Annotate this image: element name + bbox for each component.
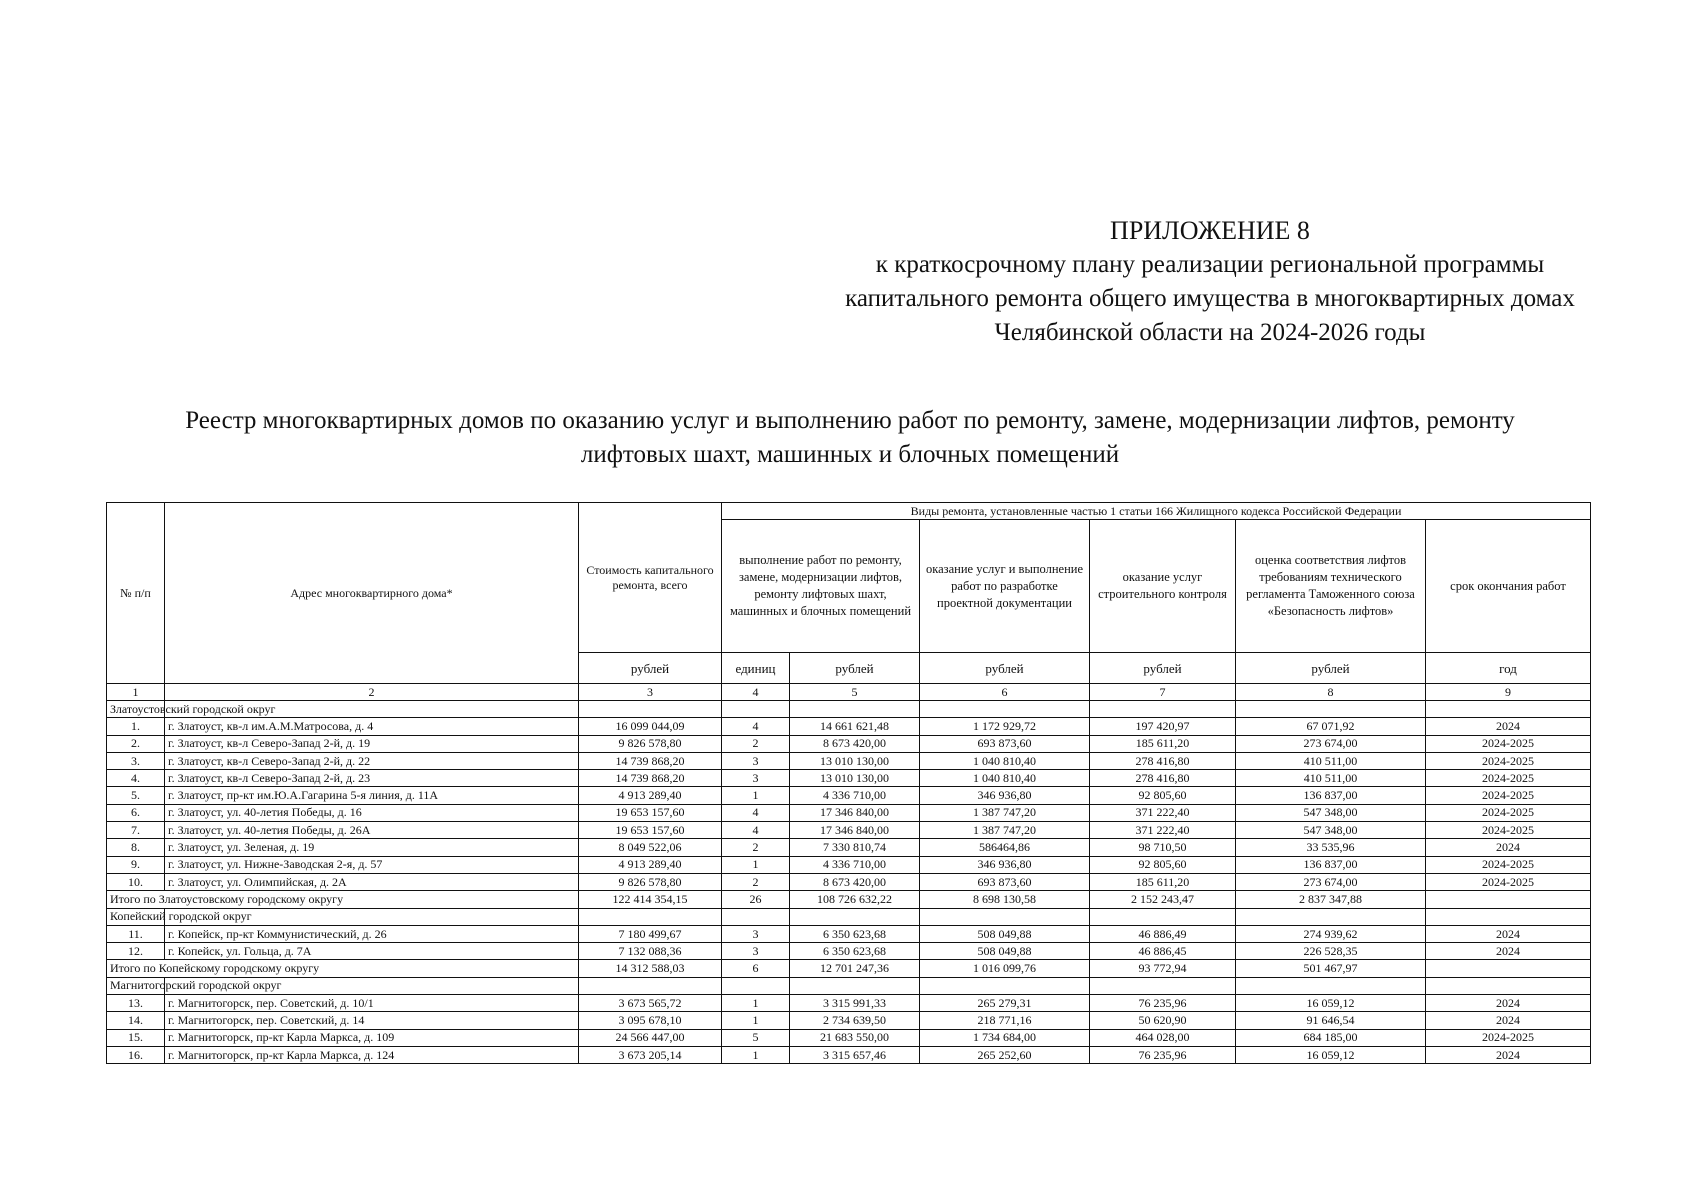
unit-cell: год: [1426, 653, 1591, 684]
total-row: [107, 891, 1591, 908]
total-cost-cell: 9 826 578,80: [579, 735, 722, 752]
lift-works-cost-cell: 7 330 810,74: [790, 839, 920, 856]
lift-works-cost-cell: 4 336 710,00: [790, 856, 920, 873]
empty-cell: [722, 701, 790, 718]
empty-cell: [1236, 701, 1426, 718]
table-row: [107, 770, 1591, 787]
row-number-cell: 14.: [107, 1012, 165, 1029]
conformity-cost-cell: 274 939,62: [1236, 925, 1426, 942]
lift-works-cost-cell: 6 350 623,68: [790, 925, 920, 942]
design-docs-cost-cell: 265 252,60: [920, 1046, 1090, 1063]
table-row: [107, 804, 1591, 821]
address-cell: г. Златоуст, ул. Олимпийская, д. 2А: [165, 873, 579, 890]
header-deadline: срок окончания работ: [1426, 520, 1591, 653]
lift-count-cell: 1: [722, 995, 790, 1012]
construction-control-cost-cell: 92 805,60: [1090, 856, 1236, 873]
total-design-docs-cost: 8 698 130,58: [920, 891, 1090, 908]
empty-cell: [790, 908, 920, 925]
construction-control-cost-cell: 371 222,40: [1090, 822, 1236, 839]
total-lift-count: 26: [722, 891, 790, 908]
table-row: [107, 856, 1591, 873]
deadline-cell: 2024: [1426, 718, 1591, 735]
empty-cell: [1090, 908, 1236, 925]
lift-works-cost-cell: 4 336 710,00: [790, 787, 920, 804]
lift-count-cell: 3: [722, 925, 790, 942]
table-row: [107, 943, 1591, 960]
lift-count-cell: 2: [722, 839, 790, 856]
conformity-cost-cell: 273 674,00: [1236, 735, 1426, 752]
column-number: 8: [1236, 684, 1426, 701]
design-docs-cost-cell: 1 734 684,00: [920, 1029, 1090, 1046]
construction-control-cost-cell: 92 805,60: [1090, 787, 1236, 804]
design-docs-cost-cell: 218 771,16: [920, 1012, 1090, 1029]
section-label: Златоустовский городской округ: [107, 701, 165, 718]
header-construction-control: оказание услуг строительного контроля: [1090, 520, 1236, 653]
deadline-cell: 2024-2025: [1426, 1029, 1591, 1046]
lift-count-cell: 1: [722, 856, 790, 873]
table-row: [107, 787, 1591, 804]
registry-table: [106, 502, 1591, 1064]
total-cost-cell: 3 673 565,72: [579, 995, 722, 1012]
table-row: [107, 839, 1591, 856]
construction-control-cost-cell: 371 222,40: [1090, 804, 1236, 821]
lift-count-cell: 3: [722, 943, 790, 960]
lift-count-cell: 4: [722, 804, 790, 821]
total-cost-cell: 19 653 157,60: [579, 804, 722, 821]
column-number: 6: [920, 684, 1090, 701]
conformity-cost-cell: 91 646,54: [1236, 1012, 1426, 1029]
total-cost-cell: 8 049 522,06: [579, 839, 722, 856]
unit-cell: рублей: [1090, 653, 1236, 684]
total-cost-cell: 24 566 447,00: [579, 1029, 722, 1046]
table-row: [107, 822, 1591, 839]
deadline-cell: 2024-2025: [1426, 804, 1591, 821]
column-number: 9: [1426, 684, 1591, 701]
address-cell: г. Златоуст, ул. 40-летия Победы, д. 26А: [165, 822, 579, 839]
unit-cell: единиц: [722, 653, 790, 684]
lift-works-cost-cell: 14 661 621,48: [790, 718, 920, 735]
total-cost-cell: 14 739 868,20: [579, 752, 722, 769]
lift-works-cost-cell: 3 315 657,46: [790, 1046, 920, 1063]
construction-control-cost-cell: 185 611,20: [1090, 735, 1236, 752]
deadline-cell: 2024: [1426, 1046, 1591, 1063]
table-row: [107, 1046, 1591, 1063]
address-cell: г. Копейск, ул. Гольца, д. 7А: [165, 943, 579, 960]
conformity-cost-cell: 547 348,00: [1236, 822, 1426, 839]
empty-cell: [920, 977, 1090, 994]
total-conformity-cost: 2 837 347,88: [1236, 891, 1426, 908]
deadline-cell: 2024-2025: [1426, 787, 1591, 804]
deadline-cell: 2024: [1426, 995, 1591, 1012]
total-total-cost: 14 312 588,03: [579, 960, 722, 977]
row-number-cell: 9.: [107, 856, 165, 873]
empty-cell: [722, 908, 790, 925]
header-design-docs: оказание услуг и выполнение работ по разработке проектной документации: [920, 520, 1090, 653]
empty-cell: [790, 701, 920, 718]
conformity-cost-cell: 136 837,00: [1236, 787, 1426, 804]
design-docs-cost-cell: 693 873,60: [920, 735, 1090, 752]
lift-works-cost-cell: 17 346 840,00: [790, 804, 920, 821]
conformity-cost-cell: 273 674,00: [1236, 873, 1426, 890]
deadline-cell: 2024: [1426, 925, 1591, 942]
address-cell: г. Копейск, пр-кт Коммунистический, д. 26: [165, 925, 579, 942]
deadline-cell: 2024-2025: [1426, 735, 1591, 752]
empty-cell: [579, 701, 722, 718]
construction-control-cost-cell: 46 886,49: [1090, 925, 1236, 942]
total-cost-cell: 3 095 678,10: [579, 1012, 722, 1029]
total-cost-cell: 4 913 289,40: [579, 856, 722, 873]
lift-count-cell: 1: [722, 1012, 790, 1029]
conformity-cost-cell: 136 837,00: [1236, 856, 1426, 873]
total-construction-control-cost: 2 152 243,47: [1090, 891, 1236, 908]
empty-cell: [920, 908, 1090, 925]
header-total-cost: Стоимость капитального ремонта, всего: [579, 503, 722, 653]
address-cell: г. Златоуст, кв-л Северо-Запад 2-й, д. 19: [165, 735, 579, 752]
deadline-cell: 2024: [1426, 1012, 1591, 1029]
row-number-cell: 11.: [107, 925, 165, 942]
header-conformity: оценка соответствия лифтов требованиям технического регламента Таможенного союза «Безопасность лифтов»: [1236, 520, 1426, 653]
unit-cell: рублей: [1236, 653, 1426, 684]
total-lift-count: 6: [722, 960, 790, 977]
design-docs-cost-cell: 346 936,80: [920, 856, 1090, 873]
lift-works-cost-cell: 8 673 420,00: [790, 735, 920, 752]
row-number-cell: 6.: [107, 804, 165, 821]
empty-cell: [722, 977, 790, 994]
conformity-cost-cell: 33 535,96: [1236, 839, 1426, 856]
conformity-cost-cell: 547 348,00: [1236, 804, 1426, 821]
design-docs-cost-cell: 693 873,60: [920, 873, 1090, 890]
address-cell: г. Магнитогорск, пер. Советский, д. 10/1: [165, 995, 579, 1012]
column-number: 7: [1090, 684, 1236, 701]
row-number-cell: 13.: [107, 995, 165, 1012]
column-number: 5: [790, 684, 920, 701]
total-cost-cell: 16 099 044,09: [579, 718, 722, 735]
section-row: [107, 908, 1591, 925]
lift-works-cost-cell: 17 346 840,00: [790, 822, 920, 839]
total-construction-control-cost: 93 772,94: [1090, 960, 1236, 977]
design-docs-cost-cell: 508 049,88: [920, 943, 1090, 960]
design-docs-cost-cell: 1 387 747,20: [920, 804, 1090, 821]
total-cost-cell: 7 180 499,67: [579, 925, 722, 942]
row-number-cell: 16.: [107, 1046, 165, 1063]
conformity-cost-cell: 684 185,00: [1236, 1029, 1426, 1046]
empty-cell: [1236, 977, 1426, 994]
construction-control-cost-cell: 76 235,96: [1090, 995, 1236, 1012]
conformity-cost-cell: 410 511,00: [1236, 752, 1426, 769]
deadline-cell: 2024-2025: [1426, 752, 1591, 769]
empty-cell: [1426, 701, 1591, 718]
table-body: [107, 701, 1591, 1064]
lift-works-cost-cell: 3 315 991,33: [790, 995, 920, 1012]
table-row: [107, 925, 1591, 942]
deadline-cell: 2024: [1426, 943, 1591, 960]
lift-works-cost-cell: 6 350 623,68: [790, 943, 920, 960]
empty-cell: [790, 977, 920, 994]
header-lift-works: выполнение работ по ремонту, замене, модернизации лифтов, ремонту лифтовых шахт, машинных и блочных помещений: [722, 520, 920, 653]
construction-control-cost-cell: 98 710,50: [1090, 839, 1236, 856]
design-docs-cost-cell: 508 049,88: [920, 925, 1090, 942]
total-row: [107, 960, 1591, 977]
total-label: Итого по Копейскому городскому округу: [107, 960, 579, 977]
construction-control-cost-cell: 50 620,90: [1090, 1012, 1236, 1029]
table-row: [107, 752, 1591, 769]
design-docs-cost-cell: 586464,86: [920, 839, 1090, 856]
conformity-cost-cell: 16 059,12: [1236, 1046, 1426, 1063]
total-conformity-cost: 501 467,97: [1236, 960, 1426, 977]
lift-count-cell: 2: [722, 873, 790, 890]
unit-cell: рублей: [790, 653, 920, 684]
total-deadline: [1426, 960, 1591, 977]
address-cell: г. Магнитогорск, пр-кт Карла Маркса, д. 109: [165, 1029, 579, 1046]
total-lift-works-cost: 108 726 632,22: [790, 891, 920, 908]
lift-works-cost-cell: 21 683 550,00: [790, 1029, 920, 1046]
lift-count-cell: 3: [722, 770, 790, 787]
section-row: [107, 977, 1591, 994]
lift-works-cost-cell: 8 673 420,00: [790, 873, 920, 890]
conformity-cost-cell: 67 071,92: [1236, 718, 1426, 735]
empty-cell: [579, 908, 722, 925]
lift-count-cell: 1: [722, 787, 790, 804]
construction-control-cost-cell: 464 028,00: [1090, 1029, 1236, 1046]
unit-cell: рублей: [920, 653, 1090, 684]
row-number-cell: 4.: [107, 770, 165, 787]
appendix-line: капитального ремонта общего имущества в многоквартирных домах: [845, 285, 1575, 312]
empty-cell: [1090, 977, 1236, 994]
conformity-cost-cell: 410 511,00: [1236, 770, 1426, 787]
deadline-cell: 2024-2025: [1426, 822, 1591, 839]
document-title: [110, 404, 1590, 472]
empty-cell: [1090, 701, 1236, 718]
lift-works-cost-cell: 13 010 130,00: [790, 752, 920, 769]
construction-control-cost-cell: 46 886,45: [1090, 943, 1236, 960]
lift-works-cost-cell: 2 734 639,50: [790, 1012, 920, 1029]
total-deadline: [1426, 891, 1591, 908]
design-docs-cost-cell: 265 279,31: [920, 995, 1090, 1012]
deadline-cell: 2024-2025: [1426, 770, 1591, 787]
row-number-cell: 10.: [107, 873, 165, 890]
unit-cell: рублей: [579, 653, 722, 684]
total-cost-cell: 9 826 578,80: [579, 873, 722, 890]
column-number: 2: [165, 684, 579, 701]
row-number-cell: 1.: [107, 718, 165, 735]
conformity-cost-cell: 16 059,12: [1236, 995, 1426, 1012]
design-docs-cost-cell: 1 172 929,72: [920, 718, 1090, 735]
lift-count-cell: 4: [722, 822, 790, 839]
section-label: Копейский городской округ: [107, 908, 165, 925]
table-row: [107, 873, 1591, 890]
column-number: 1: [107, 684, 165, 701]
empty-cell: [579, 977, 722, 994]
address-cell: г. Магнитогорск, пер. Советский, д. 14: [165, 1012, 579, 1029]
design-docs-cost-cell: 1 040 810,40: [920, 770, 1090, 787]
document-title-line: Реестр многоквартирных домов по оказанию услуг и выполнению работ по ремонту, замене, модернизации лифтов, ремонту: [185, 407, 1515, 434]
deadline-cell: 2024: [1426, 839, 1591, 856]
row-number-cell: 5.: [107, 787, 165, 804]
table-row: [107, 1029, 1591, 1046]
lift-count-cell: 5: [722, 1029, 790, 1046]
table-row: [107, 735, 1591, 752]
design-docs-cost-cell: 346 936,80: [920, 787, 1090, 804]
total-cost-cell: 3 673 205,14: [579, 1046, 722, 1063]
empty-cell: [1236, 908, 1426, 925]
address-cell: г. Магнитогорск, пр-кт Карла Маркса, д. 124: [165, 1046, 579, 1063]
table-row: [107, 1012, 1591, 1029]
appendix-heading: ПРИЛОЖЕНИЕ 8: [1110, 216, 1310, 245]
row-number-cell: 3.: [107, 752, 165, 769]
document-title-line: лифтовых шахт, машинных и блочных помещений: [580, 441, 1120, 468]
construction-control-cost-cell: 278 416,80: [1090, 770, 1236, 787]
column-number: 3: [579, 684, 722, 701]
construction-control-cost-cell: 197 420,97: [1090, 718, 1236, 735]
section-label: Магнитогорский городской округ: [107, 977, 165, 994]
empty-cell: [1426, 977, 1591, 994]
row-number-cell: 15.: [107, 1029, 165, 1046]
table-row: [107, 718, 1591, 735]
header-address: Адрес многоквартирного дома*: [165, 503, 579, 684]
lift-count-cell: 1: [722, 1046, 790, 1063]
address-cell: г. Златоуст, пр-кт им.Ю.А.Гагарина 5-я линия, д. 11А: [165, 787, 579, 804]
construction-control-cost-cell: 185 611,20: [1090, 873, 1236, 890]
section-row: [107, 701, 1591, 718]
deadline-cell: 2024-2025: [1426, 856, 1591, 873]
total-cost-cell: 7 132 088,36: [579, 943, 722, 960]
appendix-line: Челябинской области на 2024-2026 годы: [994, 319, 1426, 346]
empty-cell: [920, 701, 1090, 718]
design-docs-cost-cell: 1 040 810,40: [920, 752, 1090, 769]
total-total-cost: 122 414 354,15: [579, 891, 722, 908]
header-repair-types: Виды ремонта, установленные частью 1 статьи 166 Жилищного кодекса Российской Федерации: [722, 503, 1591, 520]
address-cell: г. Златоуст, ул. Нижне-Заводская 2-я, д. 57: [165, 856, 579, 873]
construction-control-cost-cell: 76 235,96: [1090, 1046, 1236, 1063]
row-number-cell: 2.: [107, 735, 165, 752]
address-cell: г. Златоуст, кв-л Северо-Запад 2-й, д. 23: [165, 770, 579, 787]
lift-count-cell: 4: [722, 718, 790, 735]
empty-cell: [1426, 908, 1591, 925]
row-number-cell: 7.: [107, 822, 165, 839]
lift-count-cell: 3: [722, 752, 790, 769]
lift-works-cost-cell: 13 010 130,00: [790, 770, 920, 787]
row-number-cell: 8.: [107, 839, 165, 856]
row-number-cell: 12.: [107, 943, 165, 960]
appendix-header: [780, 214, 1640, 350]
total-cost-cell: 14 739 868,20: [579, 770, 722, 787]
appendix-line: к краткосрочному плану реализации региональной программы: [875, 251, 1545, 278]
table-row: [107, 995, 1591, 1012]
deadline-cell: 2024-2025: [1426, 873, 1591, 890]
address-cell: г. Златоуст, ул. 40-летия Победы, д. 16: [165, 804, 579, 821]
design-docs-cost-cell: 1 387 747,20: [920, 822, 1090, 839]
header-row-number: № п/п: [107, 503, 165, 684]
address-cell: г. Златоуст, кв-л им.А.М.Матросова, д. 4: [165, 718, 579, 735]
address-cell: г. Златоуст, ул. Зеленая, д. 19: [165, 839, 579, 856]
conformity-cost-cell: 226 528,35: [1236, 943, 1426, 960]
total-lift-works-cost: 12 701 247,36: [790, 960, 920, 977]
construction-control-cost-cell: 278 416,80: [1090, 752, 1236, 769]
column-number: 4: [722, 684, 790, 701]
total-design-docs-cost: 1 016 099,76: [920, 960, 1090, 977]
total-label: Итого по Златоустовскому городскому округу: [107, 891, 579, 908]
total-cost-cell: 19 653 157,60: [579, 822, 722, 839]
lift-count-cell: 2: [722, 735, 790, 752]
total-cost-cell: 4 913 289,40: [579, 787, 722, 804]
address-cell: г. Златоуст, кв-л Северо-Запад 2-й, д. 22: [165, 752, 579, 769]
